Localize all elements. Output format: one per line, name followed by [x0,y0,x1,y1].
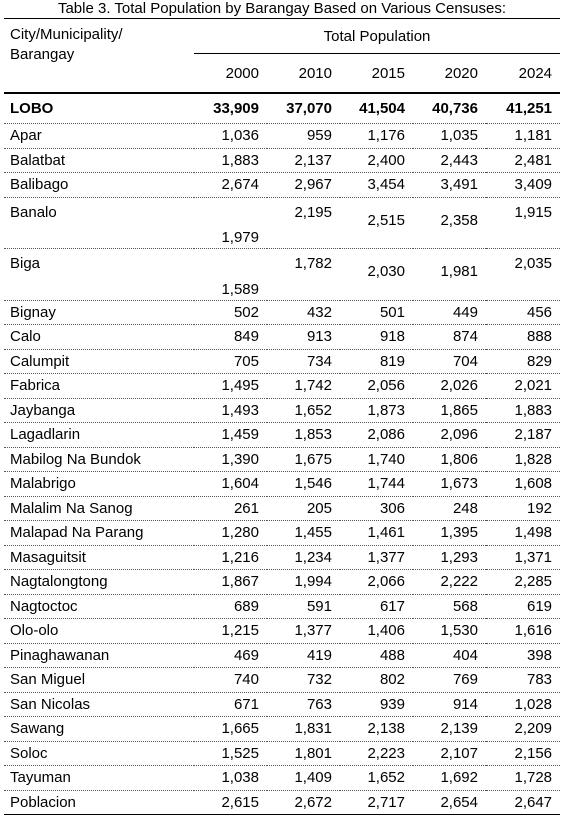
barangay-name: Malabrigo [4,472,194,497]
table-row [4,197,560,249]
table-row [4,423,560,448]
population-value: 1,176 [340,124,413,149]
population-value: 1,981 [413,249,486,301]
year-header: 2024 [518,64,553,82]
population-value: 1,409 [267,766,340,791]
population-value: 2,285 [486,570,560,595]
table-row [4,249,560,301]
population-value: 2,481 [486,148,560,173]
population-value: 2,139 [413,717,486,742]
population-value: 1,395 [413,521,486,546]
population-value: 704 [413,349,486,374]
table-row [4,692,560,717]
barangay-name: Balatbat [4,148,194,173]
population-value: 2,137 [267,148,340,173]
population-value: 939 [340,692,413,717]
population-value: 205 [267,496,340,521]
population-value: 802 [340,668,413,693]
population-value: 2,223 [340,741,413,766]
population-value: 3,409 [486,173,560,198]
population-value: 1,675 [267,447,340,472]
population-table [4,18,560,815]
population-value: 888 [486,325,560,350]
barangay-name: Nagtoctoc [4,594,194,619]
population-value: 1,028 [486,692,560,717]
barangay-name: Malapad Na Parang [4,521,194,546]
population-value: 488 [340,643,413,668]
total-value: 33,909 [194,93,267,124]
population-value: 2,443 [413,148,486,173]
year-header: 2015 [371,64,405,82]
barangay-name: Apar [4,124,194,149]
population-value: 1,806 [413,447,486,472]
population-value: 2,107 [413,741,486,766]
population-value: 1,181 [486,124,560,149]
population-value: 849 [194,325,267,350]
population-value: 2,021 [486,374,560,399]
barangay-name: Nagtalongtong [4,570,194,595]
population-value: 1,801 [267,741,340,766]
population-value: 1,035 [413,124,486,149]
population-value: 1,692 [413,766,486,791]
table-row [4,349,560,374]
population-value: 1,915 [486,197,560,249]
barangay-name: Masaguitsit [4,545,194,570]
header-row [4,19,560,54]
barangay-name: Mabilog Na Bundok [4,447,194,472]
population-value: 1,883 [194,148,267,173]
name-header-line2: Barangay [10,46,75,63]
total-name: LOBO [4,93,194,124]
table-row [4,472,560,497]
population-value: 689 [194,594,267,619]
table-row [4,300,560,325]
population-value: 419 [267,643,340,668]
population-value: 2,222 [413,570,486,595]
population-value: 1,280 [194,521,267,546]
barangay-name: Biga [4,249,194,301]
population-value: 874 [413,325,486,350]
population-value: 2,195 [267,197,340,249]
population-value: 1,665 [194,717,267,742]
total-value: 40,736 [413,93,486,124]
table-row [4,766,560,791]
population-value: 1,377 [340,545,413,570]
population-value: 1,530 [413,619,486,644]
population-value: 2,026 [413,374,486,399]
population-value: 1,728 [486,766,560,791]
population-value: 1,608 [486,472,560,497]
barangay-name: San Nicolas [4,692,194,717]
population-value: 192 [486,496,560,521]
total-value: 37,070 [267,93,340,124]
name-header-line1: City/Municipality/ [10,26,123,43]
population-value: 732 [267,668,340,693]
population-value: 1,604 [194,472,267,497]
population-value: 1,979 [194,197,267,249]
table-row [4,570,560,595]
table-row [4,643,560,668]
table-row [4,594,560,619]
population-value: 1,455 [267,521,340,546]
population-value: 1,216 [194,545,267,570]
table-caption: Table 3. Total Population by Barangay Based on Various Censuses: [57,0,507,17]
population-value: 1,673 [413,472,486,497]
population-value: 1,498 [486,521,560,546]
barangay-name: Tayuman [4,766,194,791]
population-value: 740 [194,668,267,693]
population-value: 2,035 [486,249,560,301]
population-value: 913 [267,325,340,350]
population-value: 1,853 [267,423,340,448]
table-row [4,398,560,423]
population-value: 3,491 [413,173,486,198]
table-row [4,521,560,546]
population-value: 1,994 [267,570,340,595]
population-value: 1,036 [194,124,267,149]
barangay-name: Balibago [4,173,194,198]
population-value: 763 [267,692,340,717]
population-value: 2,647 [486,790,560,815]
table-row [4,148,560,173]
population-value: 449 [413,300,486,325]
population-value: 1,652 [267,398,340,423]
table-body [4,93,560,815]
barangay-name: Olo-olo [4,619,194,644]
table-row [4,374,560,399]
population-value: 1,038 [194,766,267,791]
population-value: 2,515 [340,197,413,249]
population-value: 1,883 [486,398,560,423]
population-value: 1,828 [486,447,560,472]
population-value: 1,459 [194,423,267,448]
population-value: 1,234 [267,545,340,570]
table-row [4,619,560,644]
population-value: 671 [194,692,267,717]
population-value: 1,740 [340,447,413,472]
total-population-header: Total Population [194,19,560,54]
population-value: 3,454 [340,173,413,198]
population-value: 1,546 [267,472,340,497]
table-row [4,741,560,766]
population-value: 1,873 [340,398,413,423]
population-value: 914 [413,692,486,717]
population-value: 1,589 [194,249,267,301]
population-value: 959 [267,124,340,149]
barangay-name: Jaybanga [4,398,194,423]
barangay-name: Banalo [4,197,194,249]
barangay-name: Fabrica [4,374,194,399]
population-value: 1,525 [194,741,267,766]
barangay-name: Soloc [4,741,194,766]
population-value: 501 [340,300,413,325]
barangay-name: Calumpit [4,349,194,374]
population-value: 769 [413,668,486,693]
population-value: 1,782 [267,249,340,301]
population-value: 2,086 [340,423,413,448]
barangay-name: Lagadlarin [4,423,194,448]
population-value: 1,293 [413,545,486,570]
table-row [4,790,560,815]
table-row [4,668,560,693]
population-value: 2,187 [486,423,560,448]
population-value: 2,138 [340,717,413,742]
population-value: 705 [194,349,267,374]
population-value: 2,156 [486,741,560,766]
population-value: 2,056 [340,374,413,399]
population-value: 2,717 [340,790,413,815]
table-row [4,325,560,350]
year-header: 2020 [444,64,478,82]
total-row [4,93,560,124]
population-value: 734 [267,349,340,374]
population-value: 469 [194,643,267,668]
population-value: 456 [486,300,560,325]
population-value: 2,674 [194,173,267,198]
population-value: 2,358 [413,197,486,249]
name-column-header [4,19,194,94]
barangay-name: Calo [4,325,194,350]
population-value: 1,493 [194,398,267,423]
population-value: 783 [486,668,560,693]
population-value: 617 [340,594,413,619]
population-value: 619 [486,594,560,619]
barangay-name: San Miguel [4,668,194,693]
population-value: 2,066 [340,570,413,595]
population-value: 2,615 [194,790,267,815]
population-value: 591 [267,594,340,619]
population-value: 1,215 [194,619,267,644]
year-header: 2000 [225,64,259,82]
population-value: 1,377 [267,619,340,644]
population-value: 918 [340,325,413,350]
table-row [4,124,560,149]
table-row [4,545,560,570]
population-value: 1,744 [340,472,413,497]
total-value: 41,251 [486,93,560,124]
population-value: 1,652 [340,766,413,791]
population-value: 1,371 [486,545,560,570]
population-value: 1,831 [267,717,340,742]
total-value: 41,504 [340,93,413,124]
population-value: 1,390 [194,447,267,472]
population-value: 1,742 [267,374,340,399]
population-value: 404 [413,643,486,668]
barangay-name: Sawang [4,717,194,742]
year-header: 2010 [298,64,332,82]
table-row [4,173,560,198]
population-value: 1,406 [340,619,413,644]
population-value: 1,867 [194,570,267,595]
population-value: 2,654 [413,790,486,815]
population-value: 2,672 [267,790,340,815]
barangay-name: Poblacion [4,790,194,815]
population-value: 1,865 [413,398,486,423]
barangay-name: Malalim Na Sanog [4,496,194,521]
population-value: 248 [413,496,486,521]
barangay-name: Pinaghawanan [4,643,194,668]
population-value: 261 [194,496,267,521]
table-row [4,496,560,521]
population-value: 2,030 [340,249,413,301]
population-value: 2,209 [486,717,560,742]
population-value: 2,400 [340,148,413,173]
population-value: 2,967 [267,173,340,198]
population-value: 819 [340,349,413,374]
population-value: 398 [486,643,560,668]
table-row [4,447,560,472]
population-value: 829 [486,349,560,374]
population-value: 2,096 [413,423,486,448]
population-value: 1,495 [194,374,267,399]
population-value: 502 [194,300,267,325]
population-value: 1,461 [340,521,413,546]
barangay-name: Bignay [4,300,194,325]
population-value: 432 [267,300,340,325]
population-value: 568 [413,594,486,619]
population-value: 306 [340,496,413,521]
population-value: 1,616 [486,619,560,644]
table-row [4,717,560,742]
